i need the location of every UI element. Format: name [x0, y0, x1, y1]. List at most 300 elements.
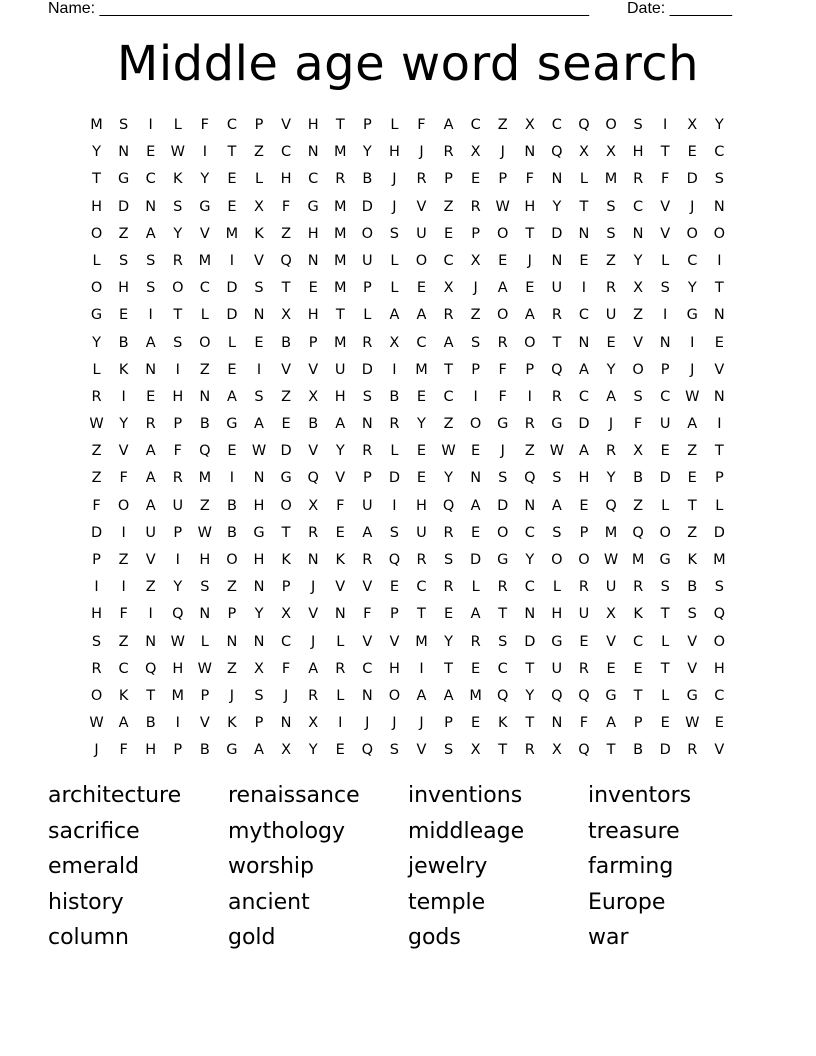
grid-letter: F: [173, 443, 182, 460]
grid-letter: R: [91, 660, 102, 677]
grid-letter: O: [469, 416, 482, 433]
grid-letter: P: [227, 606, 237, 623]
grid-letter: H: [118, 280, 130, 297]
grid-letter: Y: [173, 579, 183, 596]
word-list-item: mythology: [228, 818, 346, 844]
grid-letter: Q: [551, 361, 563, 378]
grid-letter: L: [363, 307, 372, 324]
grid-letter: E: [471, 171, 481, 188]
grid-letter: B: [226, 497, 237, 514]
grid-letter: U: [416, 524, 427, 541]
grid-letter: H: [334, 388, 346, 405]
grid-letter: F: [281, 660, 291, 677]
grid-letter: N: [307, 552, 319, 568]
grid-letter: S: [714, 171, 724, 188]
grid-letter: O: [226, 552, 238, 568]
grid-letter: P: [714, 470, 724, 487]
grid-letter: Q: [524, 470, 536, 487]
grid-letter: A: [443, 117, 454, 133]
grid-letter: Z: [524, 443, 535, 460]
grid-letter: S: [552, 470, 562, 487]
grid-letter: F: [498, 388, 507, 405]
grid-letter: A: [145, 497, 156, 514]
grid-letter: G: [117, 171, 130, 188]
grid-letter: H: [551, 606, 563, 623]
grid-letter: R: [172, 252, 183, 269]
grid-letter: N: [199, 388, 211, 405]
grid-letter: F: [661, 171, 670, 188]
grid-letter: O: [361, 225, 374, 242]
grid-letter: A: [606, 715, 616, 732]
grid-letter: P: [390, 606, 399, 623]
grid-letter: N: [334, 606, 346, 623]
grid-letter: E: [660, 443, 670, 460]
grid-letter: V: [308, 361, 319, 378]
grid-letter: C: [714, 144, 725, 161]
grid-letter: E: [714, 334, 724, 351]
grid-letter: S: [498, 470, 508, 487]
grid-letter: R: [335, 660, 346, 677]
grid-letter: N: [253, 307, 265, 324]
grid-letter: U: [605, 579, 617, 596]
grid-letter: I: [256, 361, 262, 378]
grid-letter: R: [633, 171, 644, 188]
grid-letter: Z: [687, 524, 698, 541]
word-list-item: column: [48, 925, 129, 951]
grid-letter: E: [660, 715, 670, 732]
grid-letter: R: [524, 416, 535, 433]
grid-letter: C: [470, 117, 481, 133]
grid-letter: U: [334, 361, 346, 378]
grid-letter: H: [388, 144, 400, 161]
grid-letter: T: [498, 606, 508, 623]
grid-letter: P: [173, 742, 183, 759]
grid-letter: V: [660, 225, 671, 242]
grid-row: [83, 139, 733, 166]
grid-letter: M: [225, 225, 239, 242]
grid-letter: A: [118, 715, 129, 732]
grid-letter: R: [416, 171, 427, 188]
grid-letter: R: [551, 388, 562, 405]
grid-letter: E: [714, 715, 724, 732]
grid-letter: H: [145, 742, 157, 759]
grid-letter: Y: [444, 470, 453, 487]
grid-letter: R: [687, 742, 698, 759]
grid-letter: S: [389, 742, 399, 759]
grid-letter: F: [417, 117, 426, 133]
grid-letter: N: [307, 144, 319, 161]
grid-letter: G: [497, 552, 509, 568]
grid-letter: E: [416, 388, 427, 405]
grid-letter: L: [661, 252, 670, 269]
grid-letter: S: [173, 198, 183, 215]
grid-letter: V: [660, 198, 671, 215]
grid-letter: T: [281, 524, 291, 541]
grid-letter: A: [145, 470, 156, 487]
grid-letter: X: [551, 742, 562, 759]
grid-letter: K: [497, 715, 508, 732]
grid-letter: P: [173, 416, 183, 433]
grid-letter: I: [392, 361, 397, 378]
grid-row: [83, 411, 733, 438]
grid-letter: S: [606, 225, 616, 242]
grid-letter: B: [118, 334, 129, 351]
grid-letter: V: [199, 715, 210, 732]
grid-letter: O: [686, 225, 698, 242]
grid-letter: F: [633, 416, 643, 433]
grid-letter: K: [254, 225, 264, 242]
grid-letter: J: [229, 687, 235, 704]
grid-letter: Q: [388, 552, 401, 568]
grid-letter: M: [631, 552, 645, 568]
grid-letter: C: [497, 660, 508, 677]
grid-letter: X: [578, 144, 589, 161]
grid-letter: U: [416, 225, 427, 242]
grid-letter: P: [498, 171, 508, 188]
grid-letter: X: [633, 443, 644, 460]
grid-letter: G: [551, 633, 563, 650]
grid-letter: N: [578, 334, 590, 351]
grid-letter: S: [119, 252, 129, 269]
grid-letter: R: [578, 579, 589, 596]
grid-letter: R: [308, 524, 319, 541]
grid-letter: R: [605, 280, 617, 297]
grid-letter: N: [578, 225, 590, 242]
grid-letter: O: [605, 117, 617, 133]
grid-letter: Z: [281, 388, 292, 405]
grid-letter: C: [416, 334, 427, 351]
grid-letter: L: [227, 334, 236, 351]
grid-letter: R: [605, 443, 617, 460]
grid-letter: N: [253, 633, 265, 650]
grid-letter: N: [145, 361, 157, 378]
word-list-item: temple: [408, 889, 486, 915]
grid-letter: P: [444, 171, 453, 188]
grid-letter: D: [659, 742, 671, 759]
grid-letter: O: [497, 524, 509, 541]
grid-letter: N: [361, 416, 373, 433]
grid-letter: N: [145, 198, 157, 215]
grid-letter: P: [444, 715, 453, 732]
grid-letter: A: [524, 307, 535, 324]
grid-letter: H: [91, 606, 102, 623]
grid-letter: I: [663, 117, 668, 133]
grid-letter: V: [308, 606, 319, 623]
grid-letter: Z: [145, 579, 156, 596]
grid-letter: W: [197, 660, 213, 677]
grid-letter: J: [311, 579, 316, 596]
word-list: [48, 778, 788, 956]
grid-row: [83, 221, 733, 248]
grid-letter: X: [470, 252, 481, 269]
grid-row: [83, 166, 733, 193]
grid-letter: A: [606, 388, 616, 405]
grid-letter: S: [498, 633, 508, 650]
grid-letter: J: [608, 416, 614, 433]
grid-letter: P: [281, 579, 291, 596]
grid-letter: D: [551, 225, 563, 242]
grid-letter: T: [606, 742, 616, 759]
grid-letter: T: [660, 144, 670, 161]
grid-letter: E: [254, 334, 264, 351]
grid-row: [83, 112, 733, 139]
grid-letter: E: [606, 334, 616, 351]
grid-letter: D: [361, 361, 373, 378]
grid-letter: X: [281, 307, 292, 324]
grid-letter: P: [471, 361, 480, 378]
grid-letter: A: [470, 497, 481, 514]
grid-letter: G: [226, 416, 238, 433]
grid-letter: V: [416, 198, 427, 215]
grid-letter: R: [443, 524, 454, 541]
grid-letter: Z: [281, 225, 292, 242]
grid-letter: K: [335, 552, 345, 568]
grid-letter: T: [525, 225, 535, 242]
grid-letter: E: [308, 280, 318, 297]
grid-letter: D: [686, 171, 698, 188]
grid-letter: V: [687, 660, 698, 677]
grid-letter: Y: [606, 470, 616, 487]
grid-letter: D: [280, 443, 292, 460]
grid-row: [83, 710, 733, 737]
grid-row: [83, 302, 733, 329]
grid-letter: T: [227, 144, 237, 161]
grid-letter: F: [281, 198, 291, 215]
grid-letter: Q: [578, 687, 590, 704]
grid-letter: D: [713, 524, 725, 541]
grid-letter: A: [226, 388, 237, 405]
grid-letter: B: [226, 524, 237, 541]
grid-letter: E: [119, 307, 129, 324]
grid-letter: D: [659, 470, 671, 487]
grid-letter: O: [90, 225, 103, 242]
grid-letter: P: [254, 715, 264, 732]
grid-letter: V: [362, 633, 373, 650]
grid-letter: C: [308, 171, 319, 188]
grid-letter: H: [713, 660, 725, 677]
grid-letter: G: [497, 416, 509, 433]
grid-letter: O: [90, 280, 103, 297]
grid-letter: R: [172, 470, 183, 487]
grid-letter: D: [90, 524, 103, 541]
grid-letter: F: [119, 606, 128, 623]
grid-letter: E: [471, 524, 481, 541]
grid-letter: R: [470, 633, 481, 650]
grid-letter: R: [145, 416, 156, 433]
grid-letter: Z: [497, 117, 508, 133]
grid-letter: N: [524, 497, 536, 514]
grid-letter: M: [333, 280, 347, 297]
grid-letter: S: [660, 280, 670, 297]
grid-letter: B: [281, 334, 292, 351]
grid-letter: J: [392, 171, 397, 188]
grid-letter: T: [335, 307, 345, 324]
grid-letter: Z: [199, 361, 210, 378]
grid-row: [83, 275, 733, 302]
grid-letter: I: [663, 307, 668, 324]
grid-letter: T: [714, 280, 724, 297]
word-list-item: inventors: [588, 783, 692, 808]
grid-letter: H: [253, 497, 265, 514]
grid-letter: S: [660, 579, 670, 596]
grid-letter: J: [500, 144, 505, 161]
grid-letter: Z: [470, 307, 481, 324]
grid-letter: L: [254, 171, 264, 188]
grid-letter: O: [497, 307, 509, 324]
grid-letter: E: [633, 660, 643, 677]
grid-letter: X: [254, 660, 264, 677]
grid-letter: L: [661, 633, 670, 650]
grid-letter: R: [308, 687, 319, 704]
grid-letter: M: [90, 117, 103, 133]
grid-letter: T: [444, 361, 453, 378]
grid-letter: N: [226, 633, 238, 650]
grid-letter: C: [524, 524, 535, 541]
grid-row: [83, 737, 733, 764]
grid-letter: X: [470, 742, 481, 759]
grid-letter: W: [685, 715, 700, 732]
grid-letter: T: [498, 742, 508, 759]
grid-letter: P: [200, 687, 210, 704]
grid-letter: V: [254, 252, 264, 269]
grid-letter: Y: [525, 687, 535, 704]
grid-letter: M: [604, 171, 618, 188]
grid-letter: O: [199, 334, 211, 351]
grid-letter: Y: [687, 280, 697, 297]
grid-letter: C: [362, 660, 373, 677]
grid-letter: D: [524, 633, 536, 650]
grid-letter: E: [579, 633, 589, 650]
grid-letter: N: [199, 606, 211, 623]
grid-letter: S: [606, 198, 616, 215]
grid-letter: T: [281, 280, 291, 297]
grid-letter: S: [119, 117, 129, 133]
word-list-item: gods: [408, 925, 461, 951]
grid-letter: L: [92, 361, 101, 378]
grid-letter: A: [145, 443, 156, 460]
grid-letter: H: [524, 198, 536, 215]
grid-letter: Y: [308, 742, 318, 759]
grid-letter: P: [471, 225, 480, 242]
grid-letter: Y: [714, 117, 724, 133]
grid-letter: V: [335, 579, 346, 596]
grid-letter: I: [121, 524, 126, 541]
grid-letter: S: [146, 280, 156, 297]
grid-letter: L: [579, 171, 588, 188]
grid-letter: W: [549, 443, 565, 460]
grid-letter: V: [714, 742, 725, 759]
grid-letter: H: [172, 660, 184, 677]
grid-letter: C: [687, 252, 698, 269]
grid-letter: E: [335, 742, 345, 759]
grid-letter: W: [197, 524, 213, 541]
grid-letter: A: [308, 660, 319, 677]
grid-letter: O: [117, 497, 130, 514]
grid-letter: H: [91, 198, 102, 215]
grid-letter: E: [416, 443, 427, 460]
grid-letter: P: [362, 470, 372, 487]
date-field-label: Date: _______: [627, 0, 732, 17]
grid-letter: S: [443, 742, 454, 759]
grid-letter: Y: [444, 633, 453, 650]
grid-row: [83, 683, 733, 710]
grid-letter: Q: [578, 742, 590, 759]
grid-letter: R: [91, 388, 102, 405]
grid-letter: I: [202, 144, 207, 161]
grid-letter: G: [686, 307, 698, 324]
grid-letter: Q: [713, 606, 726, 623]
grid-letter: T: [660, 606, 670, 623]
grid-letter: Y: [200, 171, 210, 188]
grid-letter: I: [175, 361, 180, 378]
grid-letter: M: [333, 225, 347, 242]
grid-letter: H: [632, 144, 644, 161]
grid-letter: I: [121, 388, 126, 405]
grid-letter: M: [713, 552, 726, 568]
grid-letter: D: [578, 416, 590, 433]
grid-letter: V: [714, 361, 725, 378]
grid-row: [83, 574, 733, 601]
word-list-item: ancient: [228, 889, 310, 915]
grid-letter: Q: [605, 497, 617, 514]
grid-letter: C: [714, 687, 725, 704]
grid-letter: K: [118, 687, 129, 704]
grid-row: [83, 438, 733, 465]
grid-letter: E: [579, 497, 589, 514]
grid-letter: W: [89, 416, 104, 433]
grid-letter: E: [416, 280, 427, 297]
grid-letter: H: [280, 171, 292, 188]
grid-letter: I: [392, 497, 397, 514]
grid-letter: L: [471, 579, 480, 596]
grid-letter: E: [443, 225, 454, 242]
grid-letter: E: [606, 660, 616, 677]
grid-letter: Y: [362, 144, 372, 161]
grid-letter: M: [415, 633, 428, 650]
grid-letter: B: [687, 579, 698, 596]
grid-letter: R: [633, 579, 644, 596]
word-list-item: jewelry: [408, 854, 488, 880]
grid-letter: N: [713, 198, 725, 215]
grid-letter: V: [145, 552, 156, 568]
grid-letter: Y: [92, 334, 101, 351]
grid-letter: Q: [578, 117, 590, 133]
grid-letter: T: [687, 497, 697, 514]
grid-letter: N: [659, 334, 671, 351]
grid-letter: M: [333, 252, 347, 269]
name-field-label: Name: _______________________________________________________: [48, 0, 589, 17]
grid-letter: S: [633, 117, 643, 133]
word-list-item: emerald: [48, 854, 140, 880]
grid-letter: T: [660, 660, 670, 677]
grid-letter: W: [441, 443, 456, 460]
grid-letter: G: [199, 198, 211, 215]
grid-letter: C: [145, 171, 156, 188]
grid-letter: S: [687, 606, 697, 623]
grid-letter: Z: [633, 497, 644, 514]
grid-letter: I: [717, 416, 722, 433]
grid-letter: O: [497, 225, 509, 242]
grid-letter: K: [118, 361, 129, 378]
grid-letter: S: [471, 334, 481, 351]
grid-letter: R: [470, 198, 481, 215]
grid-letter: U: [172, 497, 184, 514]
word-list-item: treasure: [588, 818, 680, 844]
grid-letter: K: [227, 715, 237, 732]
grid-letter: S: [146, 252, 156, 269]
grid-letter: S: [254, 687, 264, 704]
grid-letter: E: [227, 198, 237, 215]
